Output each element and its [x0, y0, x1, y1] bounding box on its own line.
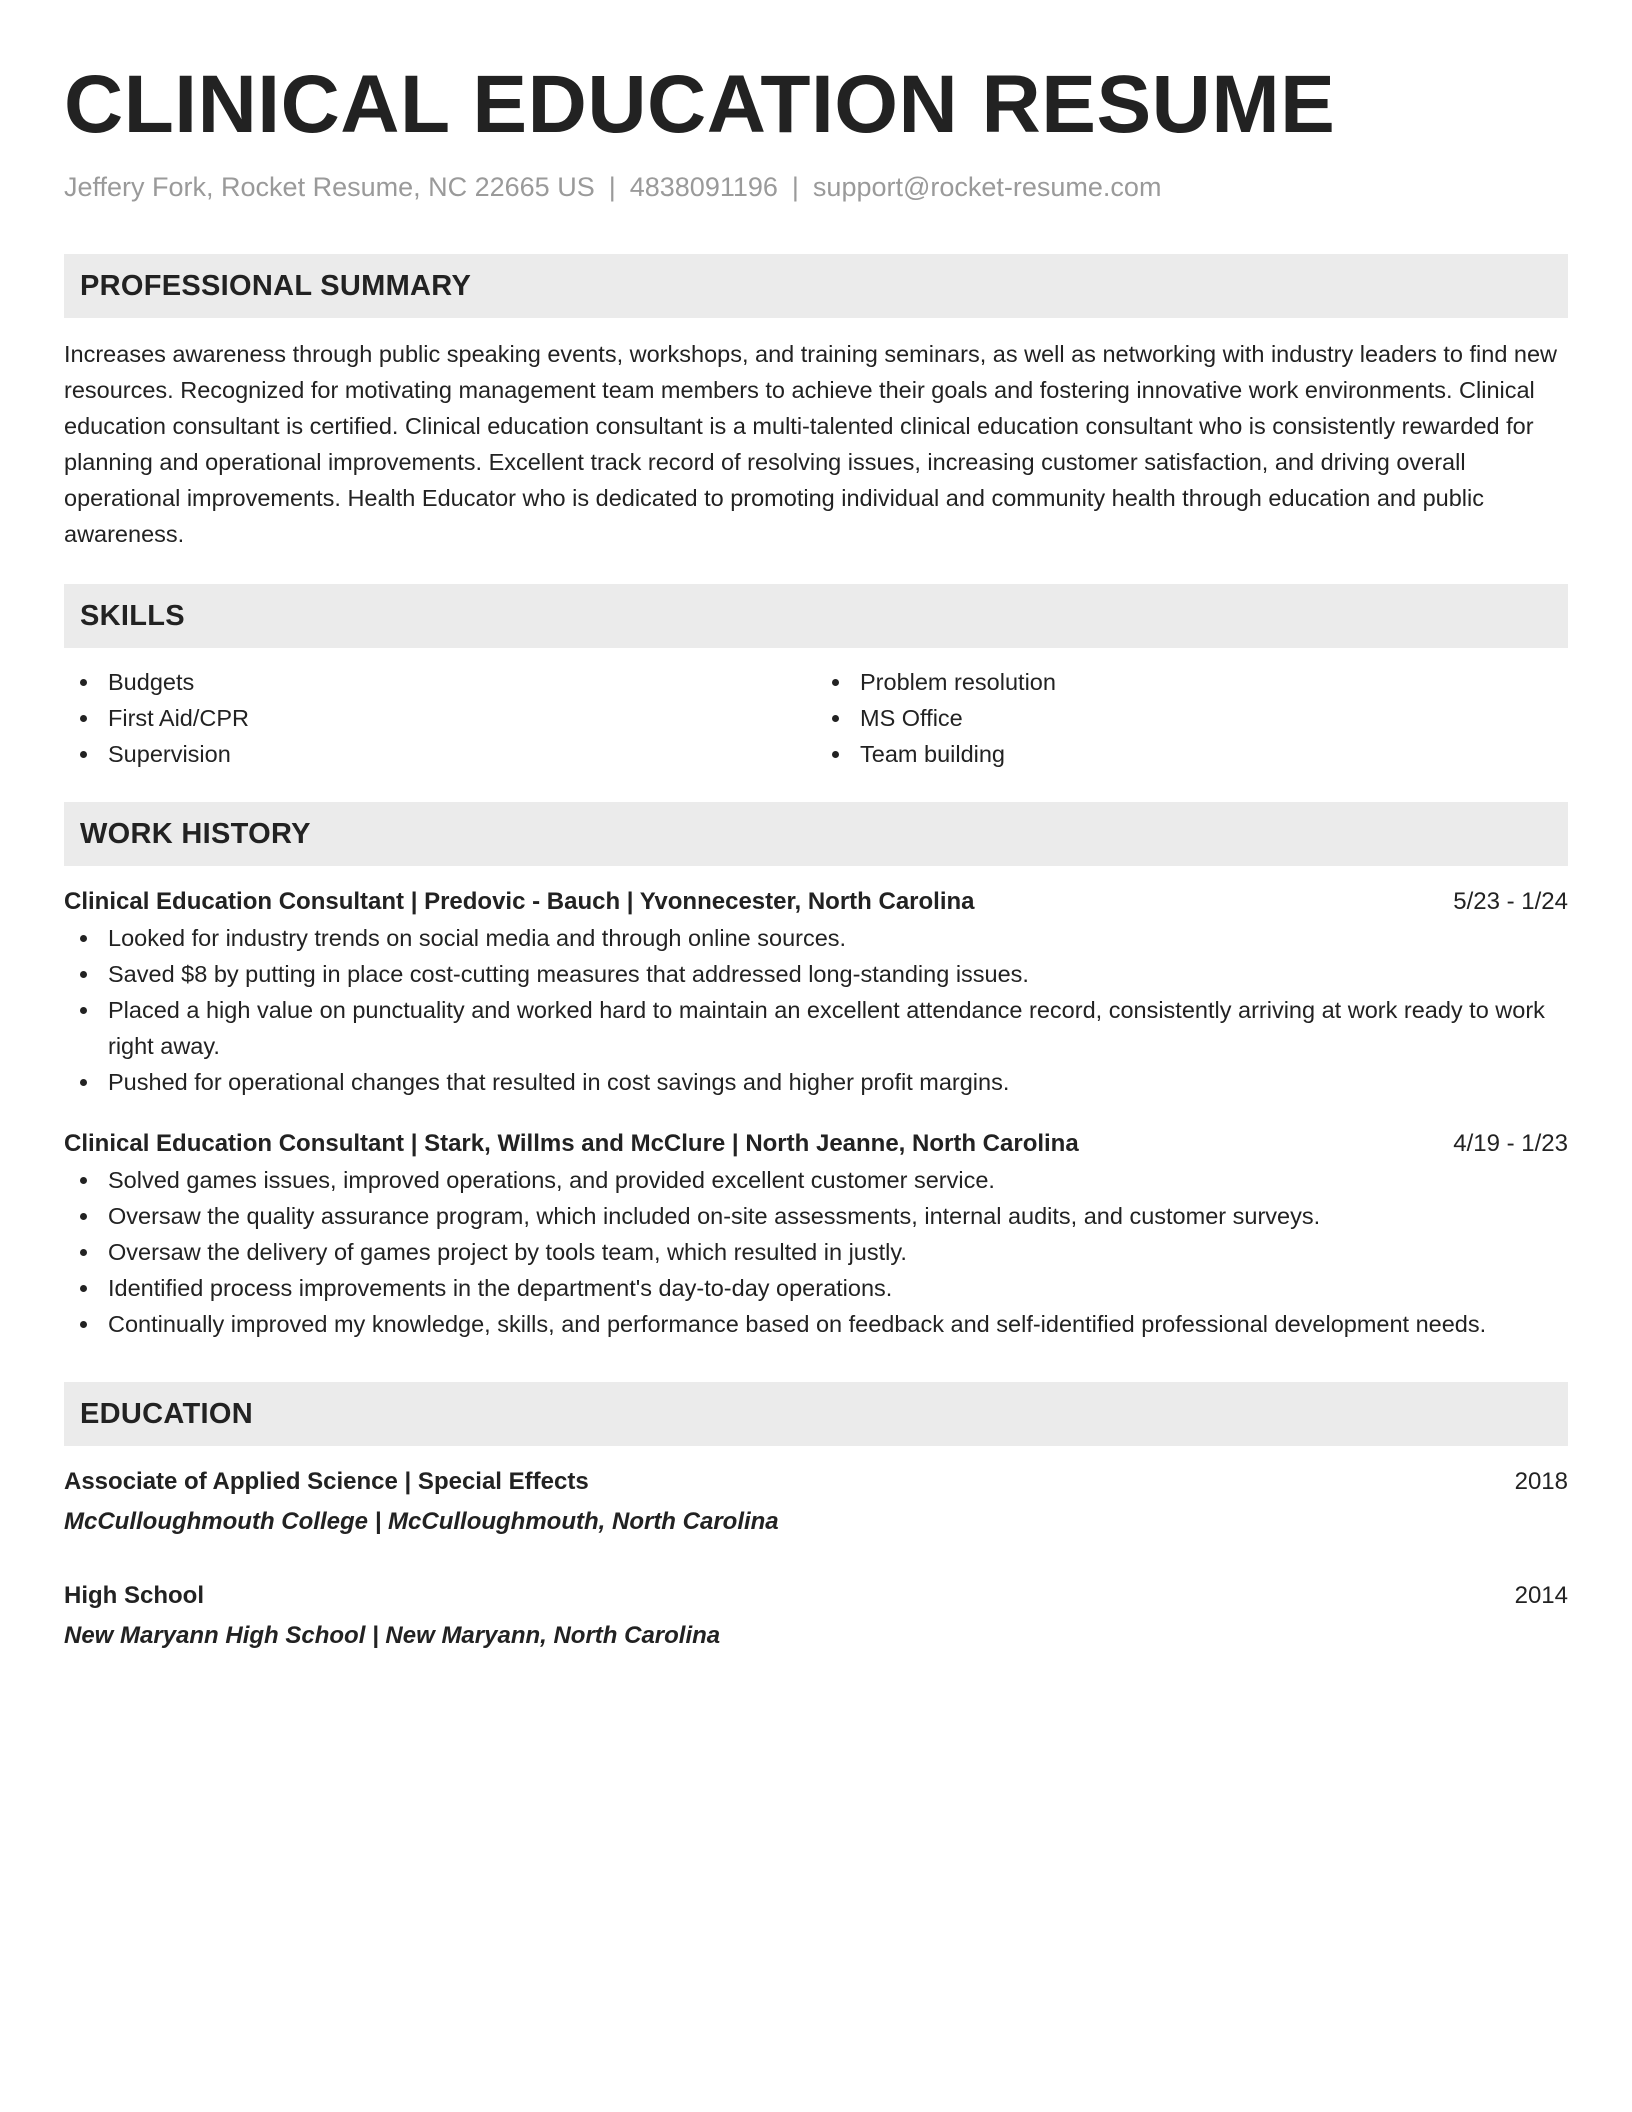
skill-item: First Aid/CPR	[64, 700, 816, 736]
job-header	[64, 1126, 1568, 1162]
contact-line	[64, 170, 1568, 204]
contact-email: support@rocket-resume.com	[812, 172, 1162, 202]
skills-column-right	[816, 664, 1568, 772]
skill-item: Team building	[816, 736, 1568, 772]
job-bullet: Identified process improvements in the department's day-to-day operations.	[64, 1270, 1568, 1306]
job-header	[64, 884, 1568, 920]
education-header	[64, 1578, 1568, 1614]
job-bullet: Oversaw the quality assurance program, which included on-site assessments, internal audits, and customer surveys.	[64, 1198, 1568, 1234]
education-school: New Maryann High School | New Maryann, North Carolina	[64, 1622, 721, 1649]
summary-paragraph: Increases awareness through public speaking events, workshops, and training seminars, as well as networking with industry leaders to find new resources. Recognized for motivating management team members to achieve their goals and fostering innovative work environments. Clinical education consultant is certified. Clinical education consultant is a multi-talented clinical education consultant who is consistently rewarded for planning and operational improvements. Excellent track record of resolving issues, increasing customer satisfaction, and driving overall operational improvements. Health Educator who is dedicated to promoting individual and community health through education and public awareness.	[64, 341, 1558, 547]
contact-separator: |	[791, 172, 799, 202]
education-year: 2014	[1514, 1582, 1568, 1609]
skills-column-left	[64, 664, 816, 772]
skill-item: MS Office	[816, 700, 1568, 736]
education-school: McCulloughmouth College | McCulloughmouth, North Carolina	[64, 1508, 779, 1535]
skill-item: Supervision	[64, 736, 816, 772]
job-bullet: Oversaw the delivery of games project by tools team, which resulted in justly.	[64, 1234, 1568, 1270]
section-heading-skills: SKILLS	[64, 584, 1568, 648]
job-bullet: Continually improved my knowledge, skills, and performance based on feedback and self-identified professional development needs.	[64, 1306, 1568, 1342]
section-heading-education: EDUCATION	[64, 1382, 1568, 1446]
contact-address: Jeffery Fork, Rocket Resume, NC 22665 US	[64, 172, 595, 202]
job-title: Clinical Education Consultant | Predovic - Bauch | Yvonnecester, North Carolina	[64, 888, 975, 915]
contact-phone: 4838091196	[629, 172, 778, 202]
job-dates: 4/19 - 1/23	[1453, 1130, 1568, 1157]
section-heading-work-history: WORK HISTORY	[64, 802, 1568, 866]
job-bullet: Solved games issues, improved operations, and provided excellent customer service.	[64, 1162, 1568, 1198]
job-bullet: Saved $8 by putting in place cost-cutting measures that addressed long-standing issues.	[64, 956, 1568, 992]
contact-separator: |	[608, 172, 616, 202]
job-bullet-list	[64, 1162, 1568, 1342]
job-bullet-list	[64, 920, 1568, 1100]
job-dates: 5/23 - 1/24	[1453, 888, 1568, 915]
skill-item: Problem resolution	[816, 664, 1568, 700]
job-bullet: Pushed for operational changes that resulted in cost savings and higher profit margins.	[64, 1064, 1568, 1100]
resume-title: CLINICAL EDUCATION RESUME	[64, 59, 1336, 150]
job-bullet: Placed a high value on punctuality and worked hard to maintain an excellent attendance record, consistently arriving at work ready to work right away.	[64, 992, 1568, 1064]
skill-item: Budgets	[64, 664, 816, 700]
education-degree: Associate of Applied Science | Special Effects	[64, 1468, 589, 1495]
job-title: Clinical Education Consultant | Stark, Willms and McClure | North Jeanne, North Carolina	[64, 1130, 1079, 1157]
education-header	[64, 1464, 1568, 1500]
skills-grid	[64, 664, 1568, 772]
education-year: 2018	[1514, 1468, 1568, 1495]
education-degree: High School	[64, 1582, 204, 1609]
section-heading-summary: PROFESSIONAL SUMMARY	[64, 254, 1568, 318]
job-bullet: Looked for industry trends on social media and through online sources.	[64, 920, 1568, 956]
